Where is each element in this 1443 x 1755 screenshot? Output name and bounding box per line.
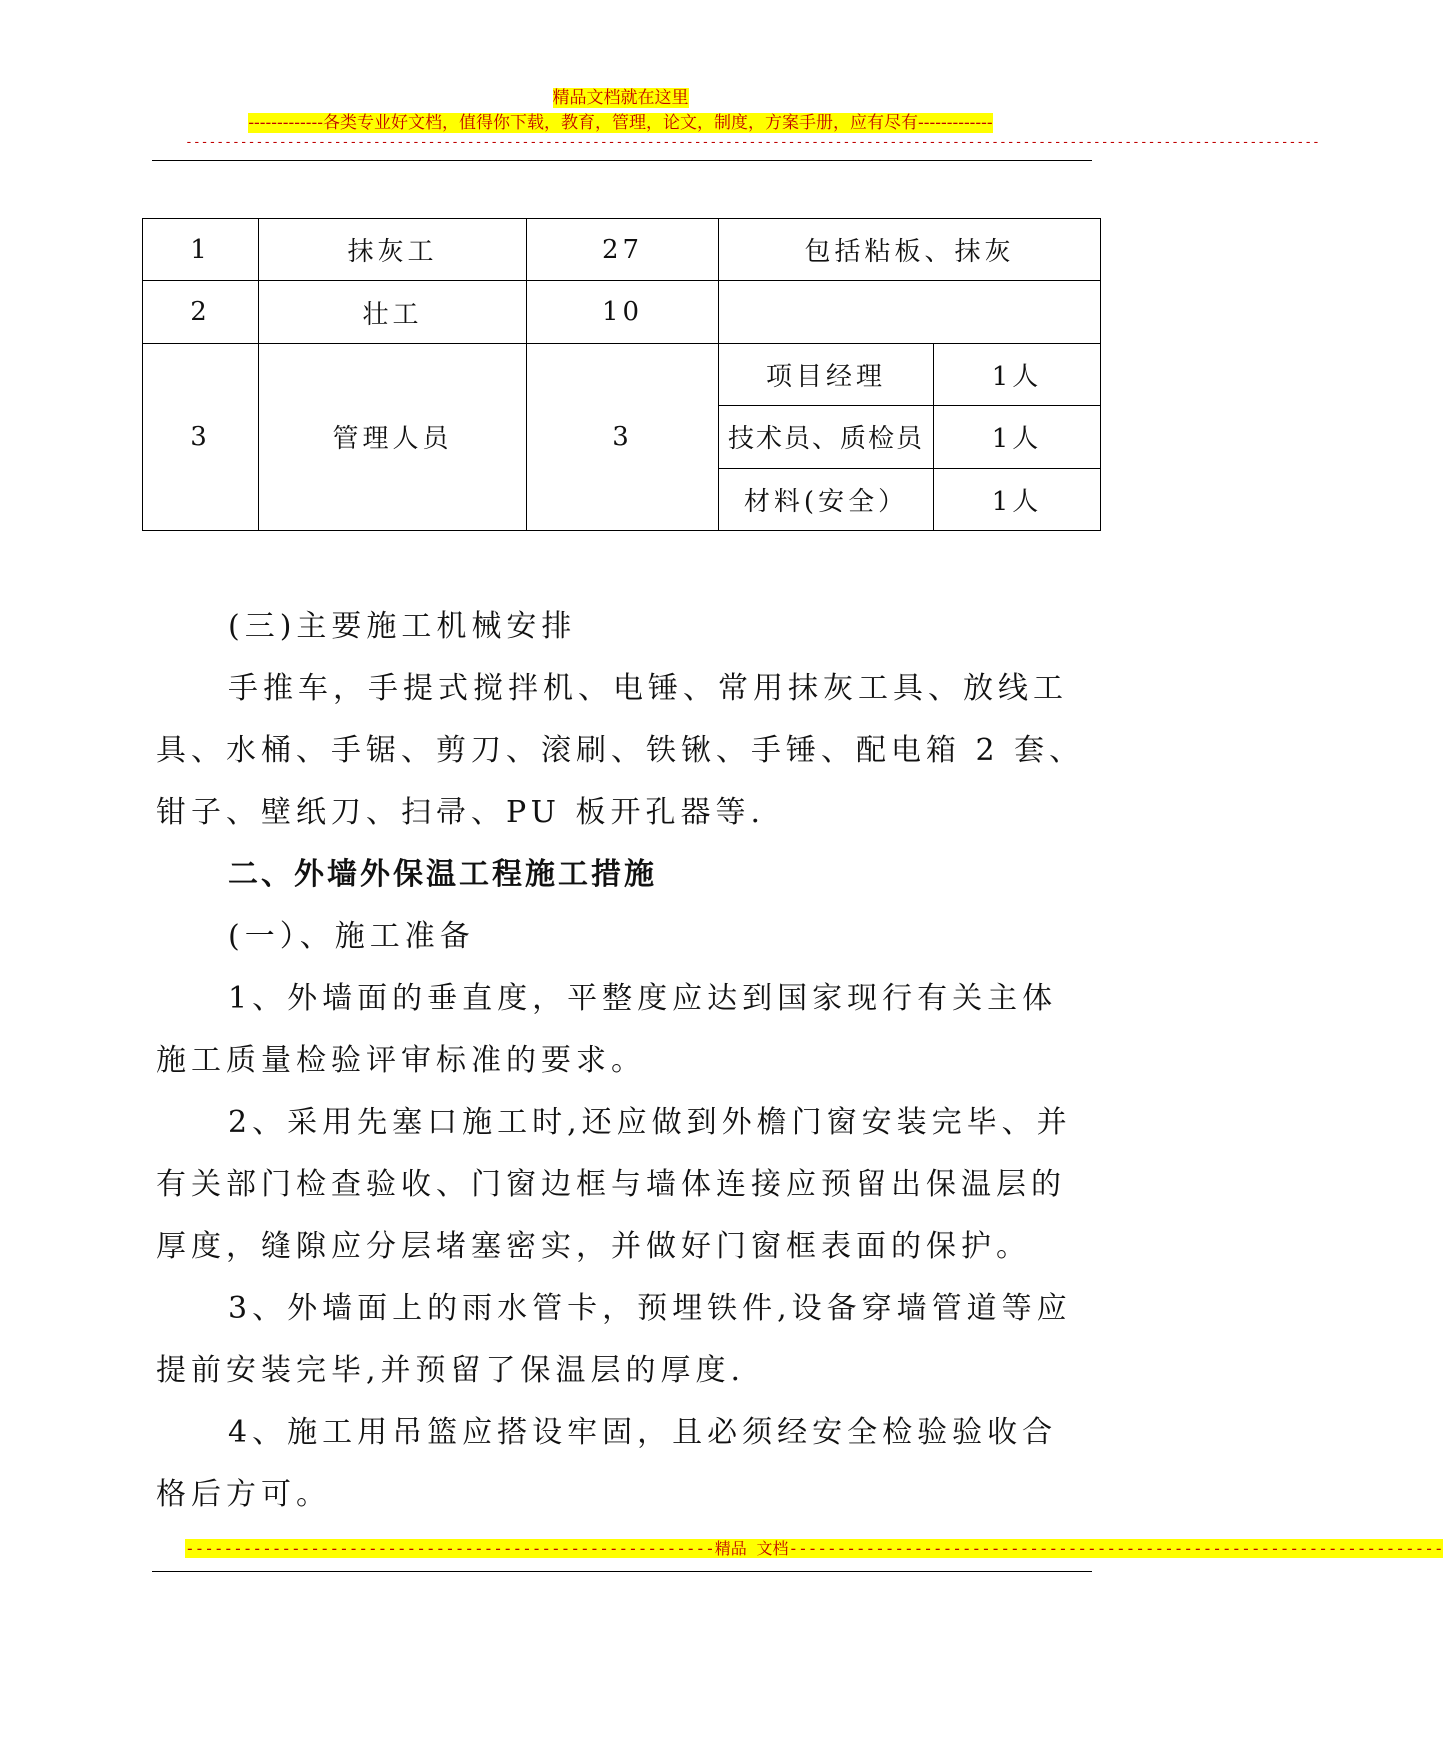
- section-heading: 二、外墙外保温工程施工措施: [228, 857, 657, 892]
- table-cell-role: 材料(安全）: [719, 468, 934, 530]
- table-cell-type: 抹灰工: [259, 219, 527, 281]
- document-body: [156, 596, 1088, 1526]
- table-cell-type: 壮工: [259, 281, 527, 343]
- prep-item-3: 3、外墙面上的雨水管卡，预埋铁件,设备穿墙管道等应提前安装完毕,并预留了保温层的厚度.: [156, 1291, 1072, 1388]
- table-cell-note: [719, 281, 1101, 343]
- table-cell-no: 1: [143, 219, 259, 281]
- footer-rule: [152, 1571, 1092, 1572]
- page-footer: -------------------------------------------------------精品 文档--------------------------------------------------------------------: [185, 1539, 1443, 1558]
- prep-item-1: 1、外墙面的垂直度，平整度应达到国家现行有关主体施工质量检验评审标准的要求。: [156, 981, 1058, 1078]
- table-row: [143, 343, 1101, 405]
- table-cell-num: 1人: [934, 343, 1101, 405]
- header-subtitle: -------------各类专业好文档，值得你下载，教育，管理，论文，制度，方案手册，应有尽有-------------: [248, 113, 993, 133]
- table-cell-type: 管理人员: [259, 343, 527, 530]
- table-cell-note: 包括粘板、抹灰: [719, 219, 1101, 281]
- staffing-table: [142, 218, 1101, 531]
- table-row: [143, 281, 1101, 343]
- machinery-text: 手推车，手提式搅拌机、电锤、常用抹灰工具、放线工具、水桶、手锯、剪刀、滚刷、铁锹、手锤、配电箱 2 套、钳子、壁纸刀、扫帚、PU 板开孔器等.: [156, 671, 1085, 830]
- table-cell-count: 3: [527, 343, 719, 530]
- table-cell-no: 2: [143, 281, 259, 343]
- prep-item-4: 4、施工用吊篮应搭设牢固，且必须经安全检验验收合格后方可。: [156, 1415, 1058, 1512]
- table-cell-count: 10: [527, 281, 719, 343]
- prep-heading: (一）、施工准备: [228, 919, 475, 954]
- header-dash-line: -------------------------------------------------------------------------------------------------------------------------------------------------: [185, 135, 1320, 150]
- machinery-heading: (三)主要施工机械安排: [228, 609, 577, 644]
- table-cell-num: 1人: [934, 406, 1101, 468]
- header-title: 精品文档就在这里: [552, 88, 689, 108]
- table-cell-role: 项目经理: [719, 343, 934, 405]
- header-rule: [152, 160, 1092, 161]
- prep-item-2: 2、采用先塞口施工时,还应做到外檐门窗安装完毕、并有关部门检查验收、门窗边框与墙体连接应预留出保温层的厚度，缝隙应分层堵塞密实，并做好门窗框表面的保护。: [156, 1105, 1072, 1264]
- table-cell-count: 27: [527, 219, 719, 281]
- table-cell-num: 1人: [934, 468, 1101, 530]
- table-cell-no: 3: [143, 343, 259, 530]
- table-row: [143, 219, 1101, 281]
- table-cell-role: 技术员、质检员: [719, 406, 934, 468]
